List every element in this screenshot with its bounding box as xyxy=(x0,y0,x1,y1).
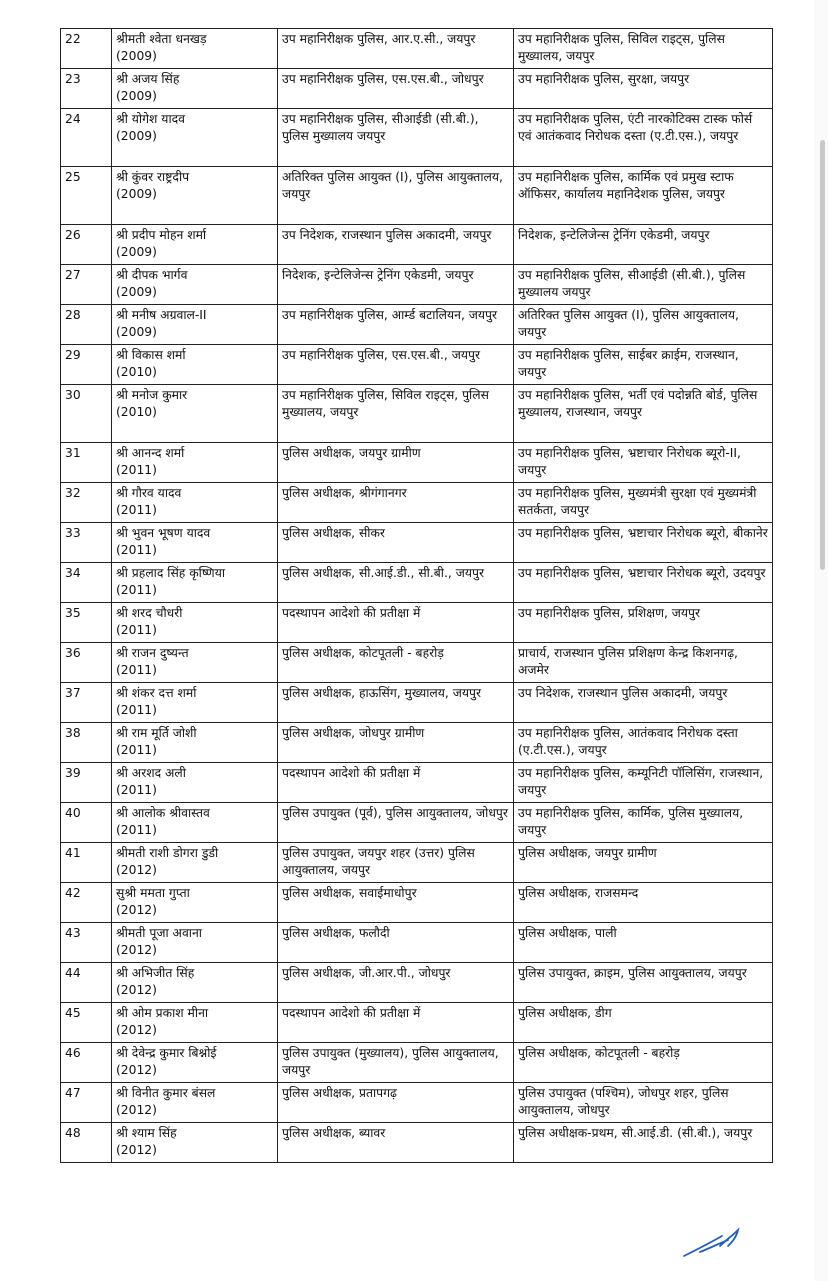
table-row xyxy=(61,923,773,963)
current-posting: पुलिस अधीक्षक, जयपुर ग्रामीण xyxy=(278,443,514,483)
transfer-list-table xyxy=(60,28,773,1163)
current-posting: उप महानिरीक्षक पुलिस, आर.ए.सी., जयपुर xyxy=(278,29,514,69)
officer-name: श्री योगेश यादव xyxy=(116,112,185,126)
officer-name: श्री श्याम सिंह xyxy=(116,1126,177,1140)
officer-name: श्री कुंवर राष्ट्रदीप xyxy=(116,170,190,184)
serial-number: 29 xyxy=(61,345,112,385)
serial-number: 31 xyxy=(61,443,112,483)
current-posting: निदेशक, इन्टेलिजेन्स ट्रेनिंग एकेडमी, जयपुर xyxy=(278,265,514,305)
current-posting: पदस्थापन आदेशो की प्रतीक्षा में xyxy=(278,603,514,643)
new-posting: उप महानिरीक्षक पुलिस, भर्ती एवं पदोन्नति बोर्ड, पुलिस मुख्यालय, राजस्थान, जयपुर xyxy=(514,385,773,443)
officer-cell xyxy=(112,345,278,385)
table-row xyxy=(61,723,773,763)
current-posting: पुलिस उपायुक्त (मुख्यालय), पुलिस आयुक्तालय, जयपुर xyxy=(278,1043,514,1083)
new-posting: उप महानिरीक्षक पुलिस, सुरक्षा, जयपुर xyxy=(514,69,773,109)
new-posting: निदेशक, इन्टेलिजेन्स ट्रेनिंग एकेडमी, जयपुर xyxy=(514,225,773,265)
officer-cell xyxy=(112,1123,278,1163)
officer-cell xyxy=(112,305,278,345)
officer-name: श्री शंकर दत्त शर्मा xyxy=(116,686,197,700)
new-posting: पुलिस अधीक्षक, राजसमन्द xyxy=(514,883,773,923)
serial-number: 45 xyxy=(61,1003,112,1043)
officer-name: श्री देवेन्द्र कुमार बिश्नोई xyxy=(116,1046,217,1060)
officer-batch: (2011) xyxy=(116,503,157,517)
officer-name: श्रीमती राशी डोगरा डुडी xyxy=(116,846,219,860)
table-row xyxy=(61,843,773,883)
officer-batch: (2011) xyxy=(116,623,157,637)
current-posting: उप महानिरीक्षक पुलिस, एस.एस.बी., जयपुर xyxy=(278,345,514,385)
serial-number: 25 xyxy=(61,167,112,225)
officer-batch: (2012) xyxy=(116,983,157,997)
table-row xyxy=(61,643,773,683)
serial-number: 26 xyxy=(61,225,112,265)
officer-cell xyxy=(112,723,278,763)
current-posting: पुलिस अधीक्षक, जी.आर.पी., जोधपुर xyxy=(278,963,514,1003)
officer-name: श्री राजन दुष्यन्त xyxy=(116,646,189,660)
officer-batch: (2012) xyxy=(116,863,157,877)
serial-number: 23 xyxy=(61,69,112,109)
table-row xyxy=(61,167,773,225)
officer-batch: (2009) xyxy=(116,285,157,299)
officer-cell xyxy=(112,883,278,923)
officer-name: श्री अजय सिंह xyxy=(116,72,180,86)
new-posting: उप महानिरीक्षक पुलिस, भ्रष्टाचार निरोधक ब्यूरो, उदयपुर xyxy=(514,563,773,603)
new-posting: उप महानिरीक्षक पुलिस, मुख्यमंत्री सुरक्षा एवं मुख्यमंत्री सतर्कता, जयपुर xyxy=(514,483,773,523)
table-row xyxy=(61,483,773,523)
table-row xyxy=(61,29,773,69)
officer-cell xyxy=(112,923,278,963)
officer-name: श्री ओम प्रकाश मीना xyxy=(116,1006,209,1020)
officer-batch: (2011) xyxy=(116,543,157,557)
new-posting: उप महानिरीक्षक पुलिस, प्रशिक्षण, जयपुर xyxy=(514,603,773,643)
officer-cell xyxy=(112,523,278,563)
table-row xyxy=(61,69,773,109)
officer-batch: (2009) xyxy=(116,325,157,339)
officer-batch: (2012) xyxy=(116,903,157,917)
serial-number: 37 xyxy=(61,683,112,723)
new-posting: अतिरिक्त पुलिस आयुक्त (I), पुलिस आयुक्तालय, जयपुर xyxy=(514,305,773,345)
officer-cell xyxy=(112,763,278,803)
serial-number: 36 xyxy=(61,643,112,683)
officer-cell xyxy=(112,443,278,483)
officer-cell xyxy=(112,563,278,603)
officer-name: श्री अरशद अली xyxy=(116,766,186,780)
current-posting: पुलिस उपायुक्त, जयपुर शहर (उत्तर) पुलिस आयुक्तालय, जयपुर xyxy=(278,843,514,883)
officer-name: श्री दीपक भार्गव xyxy=(116,268,188,282)
serial-number: 30 xyxy=(61,385,112,443)
new-posting: उप महानिरीक्षक पुलिस, सिविल राइट्स, पुलिस मुख्यालय, जयपुर xyxy=(514,29,773,69)
signature-icon xyxy=(676,1222,746,1262)
officer-batch: (2012) xyxy=(116,943,157,957)
officer-name: श्री आलोक श्रीवास्तव xyxy=(116,806,210,820)
new-posting: पुलिस उपायुक्त, क्राइम, पुलिस आयुक्तालय, जयपुर xyxy=(514,963,773,1003)
new-posting: उप महानिरीक्षक पुलिस, कार्मिक एवं प्रमुख स्टाफ ऑफिसर, कार्यालय महानिदेशक पुलिस, जयपुर xyxy=(514,167,773,225)
officer-batch: (2010) xyxy=(116,405,157,419)
current-posting: पुलिस अधीक्षक, प्रतापगढ़ xyxy=(278,1083,514,1123)
officer-name: श्री विनीत कुमार बंसल xyxy=(116,1086,216,1100)
new-posting: पुलिस अधीक्षक, कोटपूतली - बहरोड़ xyxy=(514,1043,773,1083)
officer-name: श्रीमती श्वेता धनखड़ xyxy=(116,32,207,46)
officer-name: श्री गौरव यादव xyxy=(116,486,182,500)
table-row xyxy=(61,265,773,305)
officer-cell xyxy=(112,109,278,167)
officer-name: श्री प्रहलाद सिंह कृष्णिया xyxy=(116,566,226,580)
new-posting: पुलिस अधीक्षक, डीग xyxy=(514,1003,773,1043)
table-body xyxy=(61,29,773,1163)
serial-number: 28 xyxy=(61,305,112,345)
officer-batch: (2011) xyxy=(116,703,157,717)
current-posting: पुलिस अधीक्षक, ब्यावर xyxy=(278,1123,514,1163)
officer-batch: (2011) xyxy=(116,743,157,757)
current-posting: पुलिस अधीक्षक, श्रीगंगानगर xyxy=(278,483,514,523)
officer-cell xyxy=(112,843,278,883)
new-posting: उप महानिरीक्षक पुलिस, एंटी नारकोटिक्स टास्क फोर्स एवं आतंकवाद निरोधक दस्ता (ए.टी.एस.), जयपुर xyxy=(514,109,773,167)
table-row xyxy=(61,305,773,345)
officer-batch: (2009) xyxy=(116,49,157,63)
officer-name: श्री अभिजीत सिंह xyxy=(116,966,195,980)
serial-number: 33 xyxy=(61,523,112,563)
officer-batch: (2011) xyxy=(116,823,157,837)
serial-number: 40 xyxy=(61,803,112,843)
new-posting: उप महानिरीक्षक पुलिस, भ्रष्टाचार निरोधक ब्यूरो, बीकानेर xyxy=(514,523,773,563)
scrollbar-thumb[interactable] xyxy=(820,140,825,570)
current-posting: पुलिस अधीक्षक, सीकर xyxy=(278,523,514,563)
new-posting: पुलिस अधीक्षक, जयपुर ग्रामीण xyxy=(514,843,773,883)
serial-number: 22 xyxy=(61,29,112,69)
new-posting: पुलिस उपायुक्त (पश्चिम), जोधपुर शहर, पुलिस आयुक्तालय, जोधपुर xyxy=(514,1083,773,1123)
serial-number: 24 xyxy=(61,109,112,167)
officer-cell xyxy=(112,963,278,1003)
officer-cell xyxy=(112,643,278,683)
serial-number: 48 xyxy=(61,1123,112,1163)
serial-number: 39 xyxy=(61,763,112,803)
current-posting: पुलिस अधीक्षक, फलौदी xyxy=(278,923,514,963)
new-posting: उप महानिरीक्षक पुलिस, भ्रष्टाचार निरोधक ब्यूरो-II, जयपुर xyxy=(514,443,773,483)
officer-cell xyxy=(112,603,278,643)
officer-name: सुश्री ममता गुप्ता xyxy=(116,886,190,900)
table-row xyxy=(61,225,773,265)
table-row xyxy=(61,385,773,443)
table-row xyxy=(61,109,773,167)
officer-name: श्री प्रदीप मोहन शर्मा xyxy=(116,228,207,242)
current-posting: अतिरिक्त पुलिस आयुक्त (I), पुलिस आयुक्तालय, जयपुर xyxy=(278,167,514,225)
officer-batch: (2009) xyxy=(116,89,157,103)
new-posting: उप महानिरीक्षक पुलिस, सीआईडी (सी.बी.), पुलिस मुख्यालय जयपुर xyxy=(514,265,773,305)
officer-cell xyxy=(112,1003,278,1043)
serial-number: 42 xyxy=(61,883,112,923)
table-row xyxy=(61,1123,773,1163)
table-row xyxy=(61,1083,773,1123)
new-posting: पुलिस अधीक्षक, पाली xyxy=(514,923,773,963)
current-posting: पुलिस उपायुक्त (पूर्व), पुलिस आयुक्तालय, जोधपुर xyxy=(278,803,514,843)
current-posting: उप निदेशक, राजस्थान पुलिस अकादमी, जयपुर xyxy=(278,225,514,265)
officer-cell xyxy=(112,265,278,305)
officer-batch: (2009) xyxy=(116,245,157,259)
officer-batch: (2012) xyxy=(116,1143,157,1157)
serial-number: 27 xyxy=(61,265,112,305)
officer-name: श्री आनन्द शर्मा xyxy=(116,446,185,460)
officer-batch: (2011) xyxy=(116,583,157,597)
officer-batch: (2011) xyxy=(116,783,157,797)
officer-cell xyxy=(112,225,278,265)
table-row xyxy=(61,1043,773,1083)
officer-cell xyxy=(112,483,278,523)
current-posting: पुलिस अधीक्षक, कोटपूतली - बहरोड़ xyxy=(278,643,514,683)
table-row xyxy=(61,763,773,803)
table-row xyxy=(61,345,773,385)
table-row xyxy=(61,563,773,603)
current-posting: उप महानिरीक्षक पुलिस, सिविल राइट्स, पुलिस मुख्यालय, जयपुर xyxy=(278,385,514,443)
new-posting: उप महानिरीक्षक पुलिस, साईबर क्राईम, राजस्थान, जयपुर xyxy=(514,345,773,385)
officer-cell xyxy=(112,29,278,69)
table-row xyxy=(61,1003,773,1043)
officer-name: श्री राम मूर्ति जोशी xyxy=(116,726,197,740)
officer-name: श्रीमती पूजा अवाना xyxy=(116,926,202,940)
table-row xyxy=(61,603,773,643)
officer-batch: (2011) xyxy=(116,463,157,477)
new-posting: उप महानिरीक्षक पुलिस, आतंकवाद निरोधक दस्ता (ए.टी.एस.), जयपुर xyxy=(514,723,773,763)
current-posting: पदस्थापन आदेशो की प्रतीक्षा में xyxy=(278,1003,514,1043)
officer-cell xyxy=(112,167,278,225)
officer-cell xyxy=(112,803,278,843)
new-posting: उप महानिरीक्षक पुलिस, कार्मिक, पुलिस मुख्यालय, जयपुर xyxy=(514,803,773,843)
table-row xyxy=(61,443,773,483)
serial-number: 44 xyxy=(61,963,112,1003)
table-row xyxy=(61,523,773,563)
table-row xyxy=(61,683,773,723)
officer-batch: (2012) xyxy=(116,1023,157,1037)
serial-number: 47 xyxy=(61,1083,112,1123)
new-posting: पुलिस अधीक्षक-प्रथम, सी.आई.डी. (सी.बी.), जयपुर xyxy=(514,1123,773,1163)
officer-batch: (2012) xyxy=(116,1103,157,1117)
scrollbar[interactable] xyxy=(814,0,828,1281)
officer-name: श्री विकास शर्मा xyxy=(116,348,186,362)
officer-batch: (2009) xyxy=(116,187,157,201)
serial-number: 35 xyxy=(61,603,112,643)
officer-name: श्री मनीष अग्रवाल-II xyxy=(116,308,207,322)
serial-number: 38 xyxy=(61,723,112,763)
new-posting: उप महानिरीक्षक पुलिस, कम्यूनिटी पॉलिसिंग, राजस्थान, जयपुर xyxy=(514,763,773,803)
current-posting: पुलिस अधीक्षक, सवाईमाधोपुर xyxy=(278,883,514,923)
officer-name: श्री भुवन भूषण यादव xyxy=(116,526,211,540)
officer-cell xyxy=(112,1083,278,1123)
officer-name: श्री शरद चौधरी xyxy=(116,606,183,620)
table-row xyxy=(61,883,773,923)
officer-cell xyxy=(112,1043,278,1083)
current-posting: उप महानिरीक्षक पुलिस, सीआईडी (सी.बी.), पुलिस मुख्यालय जयपुर xyxy=(278,109,514,167)
serial-number: 46 xyxy=(61,1043,112,1083)
current-posting: पुलिस अधीक्षक, हाऊसिंग, मुख्यालय, जयपुर xyxy=(278,683,514,723)
table-row xyxy=(61,963,773,1003)
current-posting: पुलिस अधीक्षक, सी.आई.डी., सी.बी., जयपुर xyxy=(278,563,514,603)
officer-cell xyxy=(112,683,278,723)
officer-batch: (2011) xyxy=(116,663,157,677)
officer-cell xyxy=(112,69,278,109)
current-posting: उप महानिरीक्षक पुलिस, आर्म्ड बटालियन, जयपुर xyxy=(278,305,514,345)
serial-number: 43 xyxy=(61,923,112,963)
officer-name: श्री मनोज कुमार xyxy=(116,388,188,402)
current-posting: उप महानिरीक्षक पुलिस, एस.एस.बी., जोधपुर xyxy=(278,69,514,109)
officer-cell xyxy=(112,385,278,443)
new-posting: प्राचार्य, राजस्थान पुलिस प्रशिक्षण केन्द्र किशनगढ़, अजमेर xyxy=(514,643,773,683)
table-row xyxy=(61,803,773,843)
serial-number: 32 xyxy=(61,483,112,523)
current-posting: पदस्थापन आदेशो की प्रतीक्षा में xyxy=(278,763,514,803)
serial-number: 34 xyxy=(61,563,112,603)
new-posting: उप निदेशक, राजस्थान पुलिस अकादमी, जयपुर xyxy=(514,683,773,723)
officer-batch: (2009) xyxy=(116,129,157,143)
current-posting: पुलिस अधीक्षक, जोधपुर ग्रामीण xyxy=(278,723,514,763)
officer-batch: (2012) xyxy=(116,1063,157,1077)
officer-batch: (2010) xyxy=(116,365,157,379)
serial-number: 41 xyxy=(61,843,112,883)
